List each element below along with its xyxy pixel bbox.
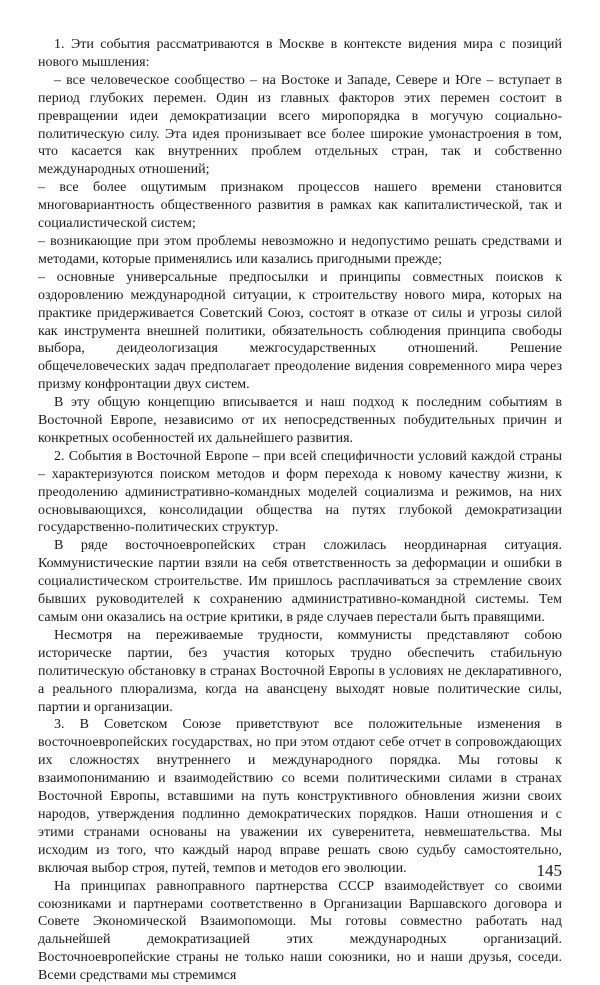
document-body [38, 36, 562, 985]
paragraph-10: 3. В Советском Союзе приветствуют все положительные изменения в восточноевропейских государствах, но при этом отдают себе отчет в сопровождающих их сложностях внутреннего и международного порядка. Мы готовы к взаимопониманию и взаимодействию со всеми политическими силами в странах Восточной Европы, вставшими на путь конструктивного обновления жизни своих народов, утверждения подлинно демократических порядков. Наши отношения и с этими странами основаны на уважении их суверенитета, невмешательства. Мы исходим из того, что каждый народ вправе решать свою судьбу самостоятельно, включая выбор строя, путей, темпов и методов его эволюции. [38, 717, 562, 876]
paragraph-2: – все человеческое сообщество – на Востоке и Западе, Севере и Юге – вступает в период глубоких перемен. Один из главных факторов этих перемен состоит в превращении идеи демократизации всего миропорядка в могучую социально-политическую силу. Эта идея пронизывает все более широкие умонастроения в том, что касается как внутренних проблем отдельных стран, так и собственно международных отношений; [38, 72, 562, 178]
paragraph-1: 1. Эти события рассматриваются в Москве в контексте видения мира с позиций нового мышления: [38, 37, 562, 70]
paragraph-8: В ряде восточноевропейских стран сложилась неординарная ситуация. Коммунистические партии взяли на себя ответственность за деформации и ошибки в социалистическом строительстве. Им пришлось расплачиваться за стремление своих бывших руководителей к сохранению административно-командной системы. Тем самым они оказались на острие критики, в ряде случаев перестали быть правящими. [38, 538, 562, 625]
paragraph-4: – возникающие при этом проблемы невозможно и недопустимо решать средствами и методами, которые применялись или казались пригодными прежде; [38, 233, 562, 267]
page-number: 145 [536, 861, 562, 880]
paragraph-11: На принципах равноправного партнерства СССР взаимодействует со своими союзниками и партнерами соответственно в Организации Варшавского договора и Совете Экономической Взаимопомощи. Мы готовы совместно работать над дальнейшей демократизацией этих международных организаций. Восточноевропейские страны не только наши союзники, но и наши друзья, соседи. Всеми средствами мы стремимся [38, 878, 562, 984]
paragraph-7: 2. События в Восточной Европе – при всей специфичности условий каждой страны – характеризуются поиском методов и форм перехода к новому качеству жизни, к преодолению административно-командных моделей социализма и режимов, на них основывающихся, консолидации общества на путях глубокой демократизации государственно-политических структур. [38, 448, 562, 536]
paragraph-9: Несмотря на переживаемые трудности, коммунисты представляют собою историческе партии, без участия которых трудно обеспечить стабильную политическую обстановку в странах Восточной Европы в условиях не декларативного, а реального плюрализма, когда на авансцену выходят новые политические силы, партии и организации. [38, 627, 562, 715]
paragraph-6: В эту общую концепцию вписывается и наш подход к последним событиям в Восточной Европе, независимо от их непосредственных побудительных причин и конкретных особенностей их дальнейшего развития. [38, 395, 562, 446]
paragraph-3: – все более ощутимым признаком процессов нашего времени становится многовариантность общественного развития в рамках как капиталистической, так и социалистической систем; [38, 180, 562, 232]
paragraph-5: – основные универсальные предпосылки и принципы совместных поисков к оздоровлению международной ситуации, к строительству нового мира, которых на практике придерживается Советский Союз, состоят в отказе от силы и угрозы силой как инструмента внешней политики, обязательность соблюдения принципа свободы выбора, деидеологизация межгосударственных отношений. Решение общечеловеческих задач предполагает преодоление видения современного мира через призму конфронтации двух систем. [38, 269, 562, 393]
